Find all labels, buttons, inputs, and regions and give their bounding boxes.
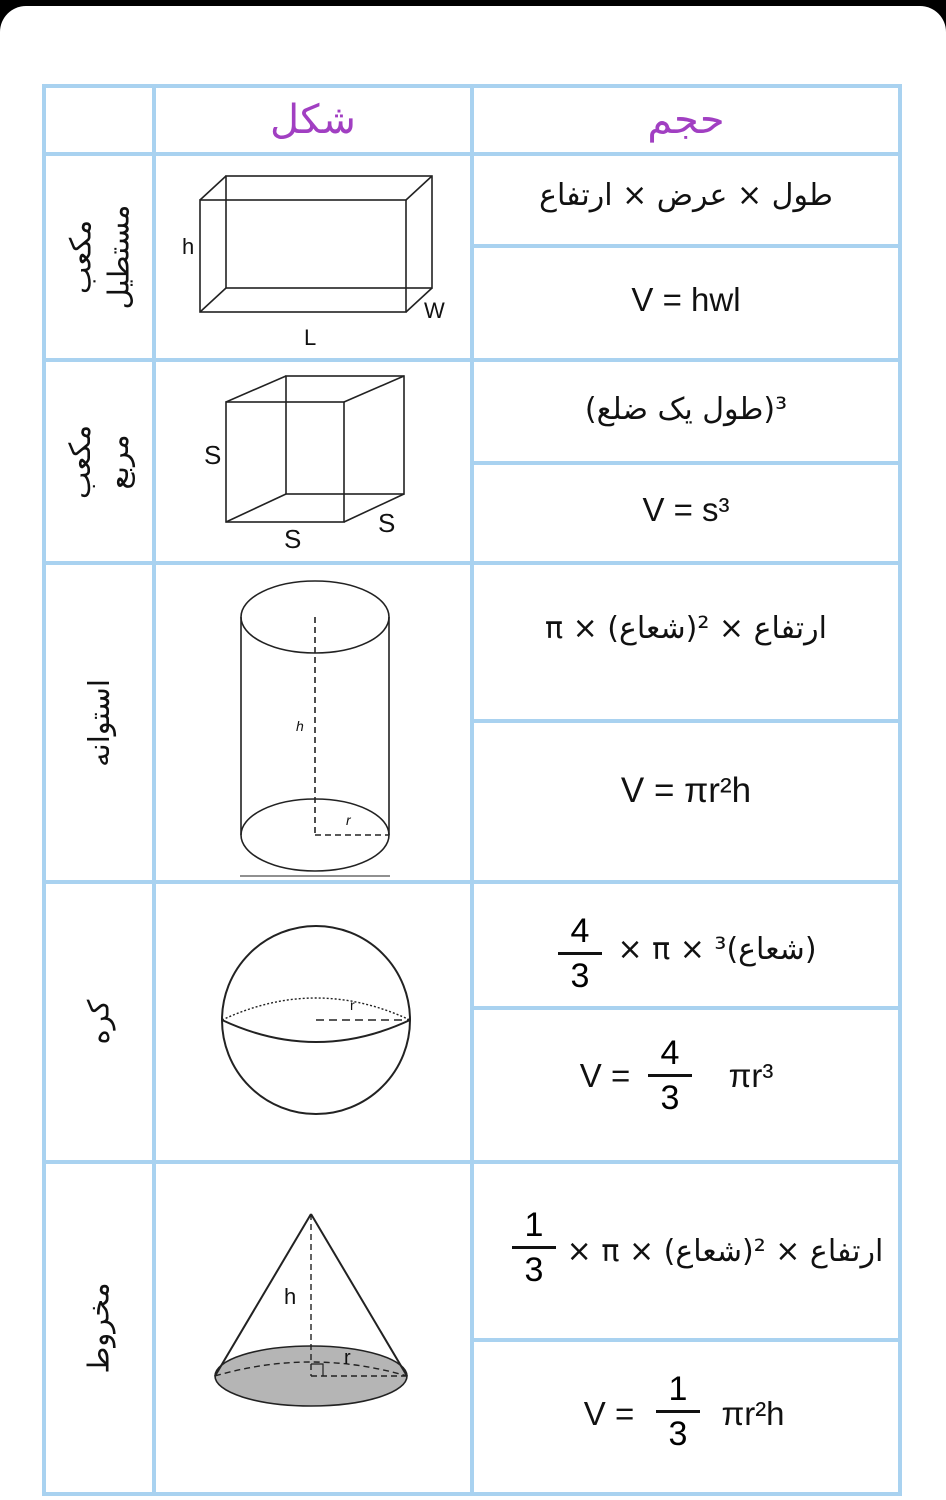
cylinder-h-label: h [296, 718, 304, 734]
row-label-cylinder: استوانه [81, 678, 116, 767]
sphere-formula-prefix: V = [579, 1057, 631, 1094]
cuboid-h-label: h [182, 234, 195, 259]
fraction-numerator: 4 [570, 912, 590, 950]
cuboid-w-label: W [424, 298, 445, 323]
cone-h-label: h [284, 1284, 297, 1309]
cone-formula-prefix: V = [583, 1395, 635, 1432]
cylinder-r-label: r [346, 812, 351, 828]
row-label-cone: مخروط [81, 1282, 116, 1374]
cube-figure [156, 362, 470, 561]
cube-side-label-bottom: S [284, 524, 302, 554]
cone-formula-fraction [656, 1370, 700, 1453]
cube-side-label-left: S [204, 440, 222, 470]
cuboid-figure [156, 156, 470, 358]
volume-column-header: حجم [647, 97, 725, 143]
sphere-figure [156, 884, 470, 1160]
cube-volume-formula: V = s³ [642, 491, 730, 528]
sphere-volume-words: × π × ³(شعاع) [617, 932, 817, 967]
sphere-words-fraction [558, 912, 602, 995]
row-label-cube: مکعب مربع [62, 424, 135, 499]
cylinder-volume-formula: V = πr²h [620, 771, 752, 810]
cube-volume-words: ³(طول یک ضلع) [584, 392, 788, 427]
row-label-sphere: کره [81, 999, 116, 1045]
fraction-denominator: 3 [570, 957, 590, 995]
cone-r-label: r [344, 1347, 351, 1369]
cone-figure [156, 1164, 470, 1492]
row-label-cuboid: مکعب مستطیل [62, 204, 135, 310]
fraction-denominator: 3 [660, 1079, 680, 1117]
fraction-denominator: 3 [668, 1415, 688, 1453]
cuboid-volume-words: طول × عرض × ارتفاع [539, 178, 833, 213]
shape-column-header: شکل [270, 97, 356, 143]
cylinder-volume-words: ارتفاع × ²(شعاع) × π [545, 611, 827, 646]
cuboid-volume-formula: V = hwl [631, 281, 741, 318]
cone-volume-words: ارتفاع × ²(شعاع) × π × [566, 1234, 884, 1269]
cuboid-l-label: L [304, 325, 317, 350]
sphere-r-label: r [350, 997, 355, 1013]
cube-side-label-right: S [378, 508, 396, 538]
fraction-numerator: 1 [668, 1370, 688, 1408]
cylinder-figure [156, 565, 470, 880]
fraction-denominator: 3 [524, 1251, 544, 1289]
sphere-formula-suffix: πr³ [728, 1057, 774, 1094]
cone-formula-suffix: πr²h [721, 1395, 785, 1432]
fraction-numerator: 1 [524, 1206, 544, 1244]
fraction-numerator: 4 [660, 1034, 680, 1072]
cone-words-fraction [512, 1206, 556, 1289]
sphere-formula-fraction [648, 1034, 692, 1117]
